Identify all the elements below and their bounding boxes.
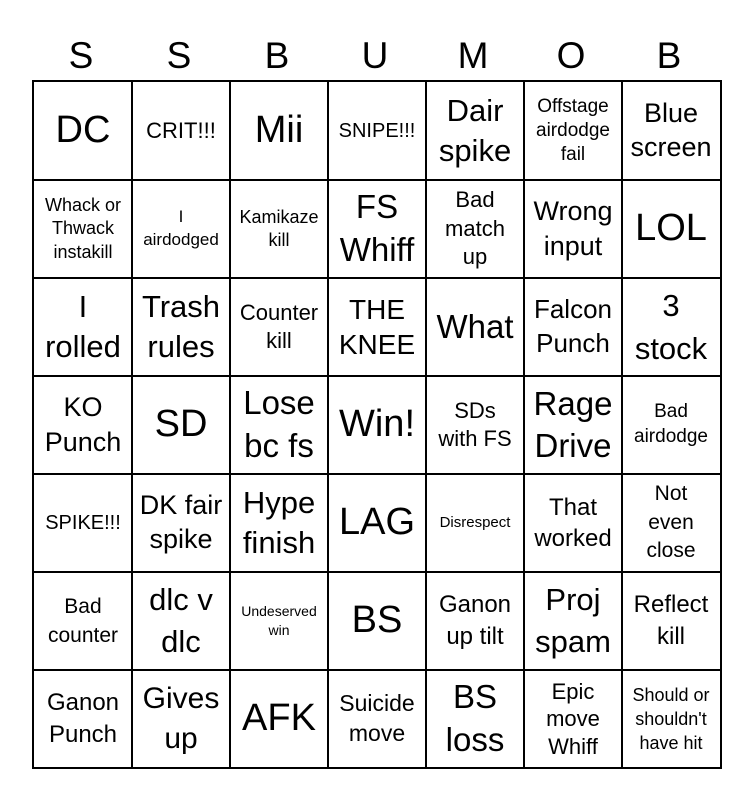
bingo-cell-label: DC	[55, 109, 111, 152]
bingo-cell-label: Gives up	[142, 681, 220, 755]
bingo-cell-label: Lose bc fs	[243, 384, 315, 464]
bingo-cell[interactable]	[524, 474, 622, 572]
bingo-cell-label: Should or shouldn't have hit	[632, 684, 710, 754]
bingo-cell[interactable]	[328, 180, 426, 278]
bingo-cell-label: BS	[351, 599, 403, 642]
bingo-cell-label: Proj spam	[535, 582, 611, 659]
bingo-cell-label: Wrong input	[533, 195, 613, 261]
bingo-cell-label: Mii	[254, 109, 304, 152]
bingo-header	[32, 30, 722, 80]
bingo-cell[interactable]	[132, 82, 230, 180]
bingo-cell[interactable]	[34, 82, 132, 180]
bingo-cell[interactable]	[328, 278, 426, 376]
bingo-cell[interactable]	[524, 278, 622, 376]
bingo-cell-label: Epic move Whiff	[546, 678, 600, 759]
bingo-cell[interactable]	[34, 376, 132, 474]
bingo-cell[interactable]	[132, 278, 230, 376]
bingo-cell-label: 3 stock	[634, 287, 708, 366]
header-letter: U	[361, 34, 389, 76]
bingo-cell-label: Ganon up tilt	[438, 590, 512, 650]
bingo-cell-label: Undeserved win	[241, 603, 317, 638]
bingo-cell-label: Whack or Thwack instakill	[44, 194, 122, 262]
bingo-cell-label: Suicide move	[339, 690, 415, 746]
bingo-cell[interactable]	[34, 278, 132, 376]
bingo-cell[interactable]	[230, 278, 328, 376]
bingo-cell[interactable]	[622, 180, 720, 278]
bingo-cell-label: SPIKE!!!	[45, 512, 121, 534]
bingo-cell[interactable]	[34, 572, 132, 670]
header-letter: M	[457, 34, 489, 76]
bingo-cell[interactable]	[230, 572, 328, 670]
bingo-cell-label: Disrespect	[439, 513, 511, 531]
bingo-cell-label: Dair spike	[438, 93, 512, 168]
bingo-cell-label: That worked	[534, 493, 612, 552]
bingo-cell-label: BS loss	[445, 678, 505, 758]
bingo-cell[interactable]	[34, 670, 132, 768]
bingo-cell[interactable]	[230, 376, 328, 474]
bingo-cell-label: Offstage airdodge fail	[536, 95, 610, 166]
bingo-cell[interactable]	[426, 278, 524, 376]
header-letter: B	[264, 34, 290, 76]
bingo-cell[interactable]	[622, 474, 720, 572]
header-letter: S	[68, 34, 94, 76]
bingo-cell[interactable]	[230, 670, 328, 768]
bingo-board	[32, 80, 722, 769]
bingo-cell-label: CRIT!!!	[146, 117, 216, 143]
bingo-cell-label: I rolled	[45, 289, 121, 364]
bingo-cell[interactable]	[328, 376, 426, 474]
bingo-cell-label: What	[436, 307, 514, 345]
bingo-cell-label: SNIPE!!!	[338, 120, 416, 142]
bingo-cell[interactable]	[426, 572, 524, 670]
bingo-cell[interactable]	[426, 376, 524, 474]
bingo-cell-label: Reflect kill	[633, 590, 709, 650]
bingo-cell-label: Blue screen	[630, 98, 712, 162]
bingo-cell[interactable]	[328, 82, 426, 180]
bingo-cell-label: Trash rules	[141, 288, 221, 364]
bingo-cell-label: FS Whiff	[339, 188, 415, 268]
bingo-cell[interactable]	[132, 180, 230, 278]
bingo-cell[interactable]	[328, 572, 426, 670]
bingo-cell[interactable]	[524, 670, 622, 768]
bingo-cell[interactable]	[524, 180, 622, 278]
bingo-cell-label: SDs with FS	[438, 397, 512, 451]
bingo-cell-label: Win!	[339, 403, 415, 446]
bingo-cell[interactable]	[622, 278, 720, 376]
bingo-cell-label: Rage Drive	[533, 384, 613, 464]
bingo-cell-label: LAG	[338, 501, 416, 544]
bingo-cell[interactable]	[230, 474, 328, 572]
bingo-cell[interactable]	[132, 474, 230, 572]
bingo-cell[interactable]	[622, 572, 720, 670]
bingo-cell-label: Kamikaze kill	[239, 206, 319, 250]
bingo-cell[interactable]	[622, 670, 720, 768]
bingo-cell[interactable]	[524, 82, 622, 180]
bingo-cell[interactable]	[34, 474, 132, 572]
header-letter: B	[656, 34, 682, 76]
bingo-cell[interactable]	[622, 82, 720, 180]
bingo-cell-label: Not even close	[646, 482, 696, 563]
bingo-cell-label: Counter kill	[239, 299, 319, 353]
bingo-cell-label: Bad airdodge	[634, 401, 708, 447]
bingo-cell-label: KO Punch	[44, 392, 122, 457]
bingo-cell-label: DK fair spike	[139, 490, 223, 554]
bingo-cell[interactable]	[426, 82, 524, 180]
bingo-cell[interactable]	[230, 82, 328, 180]
bingo-cell[interactable]	[132, 670, 230, 768]
bingo-cell[interactable]	[426, 670, 524, 768]
bingo-cell-label: Ganon Punch	[46, 688, 120, 748]
bingo-cell[interactable]	[132, 572, 230, 670]
bingo-cell-label: Bad match up	[445, 187, 505, 270]
bingo-cell-label: Falcon Punch	[533, 294, 613, 358]
bingo-cell-label: THE KNEE	[338, 294, 416, 360]
bingo-cell-label: LOL	[635, 207, 707, 250]
bingo-cell-label: I airdodged	[143, 207, 219, 249]
bingo-cell-label: dlc v dlc	[149, 582, 213, 659]
bingo-cell-label: AFK	[242, 697, 316, 740]
bingo-cell[interactable]	[34, 180, 132, 278]
bingo-cell[interactable]	[524, 572, 622, 670]
bingo-cell[interactable]	[328, 474, 426, 572]
bingo-cell-label: Bad counter	[47, 594, 119, 647]
bingo-cell[interactable]	[622, 376, 720, 474]
bingo-cell[interactable]	[524, 376, 622, 474]
header-letter: O	[556, 34, 586, 76]
bingo-cell[interactable]	[426, 474, 524, 572]
bingo-cell-label: Hype finish	[242, 485, 316, 560]
header-letter: S	[166, 34, 192, 76]
bingo-cell[interactable]	[230, 180, 328, 278]
bingo-cell[interactable]	[132, 376, 230, 474]
bingo-cell[interactable]	[426, 180, 524, 278]
bingo-cell[interactable]	[328, 670, 426, 768]
bingo-cell-label: SD	[154, 403, 208, 446]
